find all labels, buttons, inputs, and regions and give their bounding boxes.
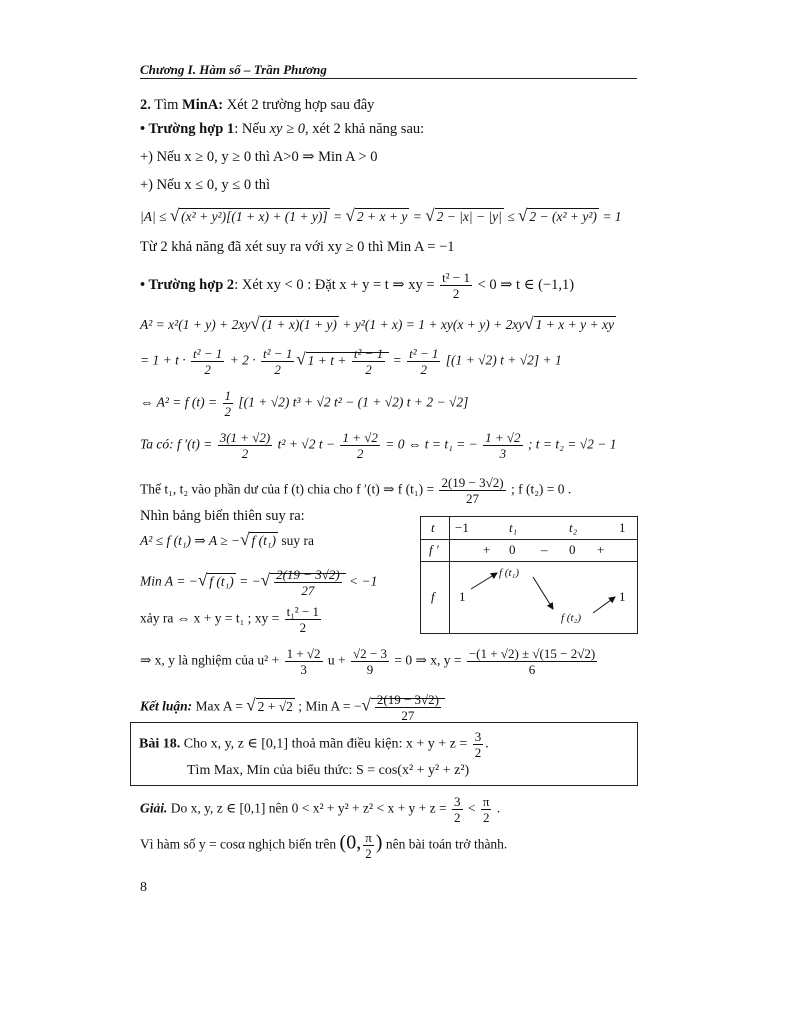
text: Cho x, y, z ∈ [0,1] thoả mãn điều kiện: x + y + z =	[180, 736, 468, 752]
table-header-value: 1	[619, 520, 626, 535]
line-case-1	[140, 120, 424, 138]
sqrt-icon: √	[246, 695, 256, 715]
radicand: f (t₁)	[209, 573, 234, 589]
numerator: −(1 + √2) ± √(15 − 2√2)	[468, 646, 596, 661]
text: xảy ra ⇔ x + y = t₁ ; xy =	[140, 610, 280, 626]
fraction	[481, 794, 492, 825]
text: <	[467, 800, 476, 816]
denominator: 2	[482, 810, 490, 825]
text: Từ 2 khả năng đã xét suy ra với xy ≥ 0 thì Min A = −1	[140, 239, 455, 255]
arrow-up-2	[593, 597, 615, 613]
formula: ; t = t₂ = √2 − 1	[527, 436, 617, 452]
line-conclusion	[140, 692, 445, 723]
text: Tìm	[154, 97, 179, 113]
line-f-t1	[140, 475, 571, 506]
radicand: 2 + √2	[257, 698, 293, 714]
radicand	[306, 346, 390, 377]
table-row-label: f ′	[429, 542, 439, 557]
numerator: 2(19 − 3√2)	[441, 475, 504, 490]
denominator: 27	[401, 708, 415, 723]
text: < 0 ⇒ t ∈ (−1,1)	[477, 276, 575, 293]
radicand	[270, 567, 346, 598]
line-a-squared	[140, 315, 616, 334]
variation-arrows	[421, 517, 637, 633]
line-case-1-conclusion	[140, 238, 455, 256]
case-heading: • Trường hợp 1	[140, 121, 235, 137]
table-value: f (t₁)	[499, 567, 520, 579]
formula: + 2 ·	[229, 352, 256, 368]
text: Thế t₁, t₂ vào phần dư của f (t) chia cho f ′(t) ⇒ f (t₁) =	[140, 481, 435, 497]
line-equality-case	[140, 604, 323, 635]
header-rule	[140, 78, 637, 79]
radicand	[371, 692, 445, 723]
line-solution-2	[140, 830, 507, 861]
formula: = 1	[598, 209, 622, 224]
sqrt-icon: √	[518, 206, 528, 225]
sqrt-icon: √	[345, 206, 355, 225]
numerator: 1 + √2	[286, 646, 321, 661]
table-sign: 0	[569, 542, 576, 557]
text: ⇒ x, y là nghiệm của u² +	[140, 652, 280, 668]
line-table-intro	[140, 507, 305, 525]
fraction	[407, 346, 440, 377]
fraction	[351, 646, 389, 677]
numerator: 1	[224, 388, 232, 403]
numerator: t² − 1	[192, 346, 223, 361]
denominator: 6	[528, 662, 536, 677]
line-substitution	[140, 346, 562, 377]
text: , xét 2 khả năng sau:	[304, 121, 425, 137]
formula: + y²(1 + x) = 1 + xy(x + y) + 2xy	[338, 317, 525, 332]
table-header-t: t	[431, 520, 435, 535]
sqrt-icon: √	[260, 570, 271, 590]
formula: Ta có: f ′(t) =	[140, 436, 213, 452]
fraction	[483, 430, 522, 461]
denominator: 2	[454, 810, 461, 825]
radicand: 1 + x + y + xy	[535, 317, 614, 332]
line-subcase-1	[140, 148, 377, 166]
item-number: 2.	[140, 97, 151, 113]
text: .	[485, 736, 489, 752]
running-header: Chương I. Hàm số – Trần Phương	[140, 62, 327, 77]
numerator: 3	[454, 794, 461, 809]
text-bold: MinA:	[182, 97, 224, 113]
table-header-value: −1	[455, 520, 469, 535]
radicand: (x² + y²)[(1 + x) + (1 + y)]	[181, 209, 328, 224]
fraction	[274, 567, 342, 598]
radicand: 2 + x + y	[356, 209, 408, 224]
denominator: 2	[474, 745, 482, 760]
fraction	[261, 346, 294, 377]
variation-table	[420, 516, 638, 634]
text: +) Nếu x ≤ 0, y ≤ 0 thì	[140, 177, 271, 193]
page-number: 8	[140, 880, 147, 895]
text: Nhìn bảng biến thiên suy ra:	[140, 508, 305, 524]
denominator: 3	[300, 662, 307, 677]
text: ; Min A = −	[294, 698, 362, 714]
text: nên bài toán trở thành.	[385, 836, 508, 852]
fraction	[363, 830, 374, 861]
denominator: 2	[365, 846, 372, 861]
denominator: 27	[301, 583, 315, 598]
table-sign: +	[597, 542, 605, 557]
radicand: (1 + x)(1 + y)	[261, 317, 337, 332]
denominator: 27	[466, 491, 480, 506]
formula: < −1	[345, 573, 378, 589]
line-derivative	[140, 430, 617, 461]
line-f-of-t	[140, 388, 468, 419]
case-heading: • Trường hợp 2	[140, 276, 235, 293]
text: = 0 ⇒ x, y =	[394, 652, 462, 668]
text: Max A =	[192, 698, 247, 714]
fraction	[340, 430, 379, 461]
fraction	[191, 346, 224, 377]
fraction	[352, 346, 385, 377]
fraction	[473, 729, 484, 760]
numerator: t² − 1	[353, 346, 384, 361]
fraction	[440, 270, 472, 301]
numerator: π	[482, 794, 490, 809]
text: )	[375, 831, 383, 854]
exercise-18-line-1	[139, 729, 489, 760]
sqrt-icon: √	[361, 695, 371, 715]
formula: Min A = −	[140, 573, 198, 589]
formula: =	[329, 209, 346, 224]
formula: |A| ≤	[140, 209, 170, 224]
sqrt-icon: √	[296, 349, 306, 369]
formula: A² = x²(1 + y) + 2xy	[140, 317, 251, 332]
formula: 1 + t +	[307, 352, 350, 368]
formula: t² + √2 t −	[277, 436, 336, 452]
formula: [(1 + √2) t³ + √2 t² − (1 + √2) t + 2 − √2]	[238, 394, 469, 410]
sqrt-icon: √	[425, 206, 435, 225]
sqrt-icon: √	[250, 314, 260, 333]
line-min-a-value	[140, 567, 377, 598]
denominator: 2	[356, 446, 364, 461]
denominator: 9	[366, 662, 374, 677]
formula: ⇔ A² = f (t) =	[140, 394, 218, 410]
table-sign: 0	[509, 542, 516, 557]
fraction	[375, 692, 441, 723]
numerator: 2(19 − 3√2)	[276, 567, 340, 582]
text: .	[496, 800, 501, 816]
text: (0,	[339, 831, 362, 854]
exercise-18-line-2: Tìm Max, Min của biểu thức: S = cos(x² + y² + z²)	[187, 763, 470, 778]
formula: xy ≥ 0	[269, 121, 305, 137]
solution-label: Giải.	[140, 800, 168, 816]
numerator: 2(19 − 3√2)	[376, 692, 439, 707]
fraction	[218, 430, 273, 461]
denominator: 2	[274, 362, 281, 377]
formula: A² ≤ f (t₁) ⇒ A ≥ −	[140, 533, 241, 548]
fraction	[439, 475, 505, 506]
denominator: 2	[452, 286, 460, 301]
denominator: 2	[420, 362, 427, 377]
numerator: t² − 1	[409, 346, 439, 361]
denominator: 2	[204, 362, 211, 377]
denominator: 2	[365, 362, 372, 377]
numerator: 3(1 + √2)	[219, 430, 271, 445]
text: : Nếu	[234, 121, 266, 137]
denominator: 2	[299, 620, 307, 635]
numerator: 3	[474, 729, 482, 744]
line-a-bound	[140, 531, 314, 550]
formula: = 1 + t ·	[140, 352, 186, 368]
table-row-label: f	[431, 589, 435, 604]
text: suy ra	[278, 533, 315, 548]
exercise-18-box	[130, 722, 638, 786]
formula: = 0 ⇔ t = t₁ = −	[385, 436, 478, 452]
table-sign: +	[483, 542, 491, 557]
sqrt-icon: √	[524, 314, 534, 333]
radicand: f (t₁)	[251, 533, 277, 548]
text: Do x, y, z ∈ [0,1] nên 0 < x² + y² + z² < x + y + z =	[167, 800, 447, 816]
table-value: 1	[459, 589, 466, 604]
line-min-a	[140, 96, 374, 114]
exercise-label: Bài 18.	[139, 736, 181, 752]
denominator: 2	[224, 404, 232, 419]
table-header-value: t₁	[509, 520, 518, 535]
text: Xét 2 trường hợp sau đây	[226, 97, 375, 113]
radicand: 2 − (x² + y²)	[529, 209, 597, 224]
formula: =	[409, 209, 426, 224]
numerator: π	[365, 830, 372, 845]
table-value: f (t₂)	[561, 612, 582, 624]
numerator: t² − 1	[263, 346, 293, 361]
numerator: √2 − 3	[353, 646, 388, 661]
formula: =	[392, 352, 406, 368]
numerator: t² − 1	[442, 270, 470, 285]
line-quadratic	[140, 646, 599, 677]
numerator: 1 + √2	[342, 430, 378, 445]
sqrt-icon: √	[240, 530, 250, 549]
text: u +	[327, 652, 346, 668]
denominator: 3	[499, 446, 507, 461]
text: ; f (t₂) = 0 .	[510, 481, 572, 497]
table-header-value: t₂	[569, 520, 578, 535]
text: +) Nếu x ≥ 0, y ≥ 0 thì A>0 ⇒ Min A > 0	[140, 149, 378, 165]
conclusion-label: Kết luận:	[140, 698, 193, 714]
formula: ≤	[503, 209, 519, 224]
arrow-up-1	[471, 573, 497, 589]
fraction	[285, 646, 323, 677]
text: Vì hàm số y = cosα nghịch biến trên	[140, 836, 337, 852]
radicand: 2 − |x| − |y|	[436, 209, 502, 224]
fraction	[467, 646, 597, 677]
line-case-2	[140, 270, 574, 301]
line-abs-a-bound	[140, 207, 622, 226]
line-subcase-2	[140, 176, 270, 194]
text: : Xét xy < 0 : Đặt x + y = t ⇒ xy =	[234, 276, 435, 293]
denominator: 2	[241, 446, 249, 461]
table-value: 1	[619, 589, 626, 604]
arrow-down	[533, 577, 553, 609]
sqrt-icon: √	[197, 570, 208, 590]
table-sign: –	[541, 542, 548, 557]
formula: = −	[235, 573, 261, 589]
fraction	[452, 794, 463, 825]
numerator: 1 + √2	[485, 430, 521, 445]
fraction	[285, 604, 321, 635]
line-solution-1	[140, 794, 500, 825]
numerator: t₁² − 1	[286, 604, 320, 619]
sqrt-icon: √	[169, 206, 180, 225]
formula: [(1 + √2) t + √2] + 1	[445, 352, 562, 368]
fraction	[223, 388, 234, 419]
